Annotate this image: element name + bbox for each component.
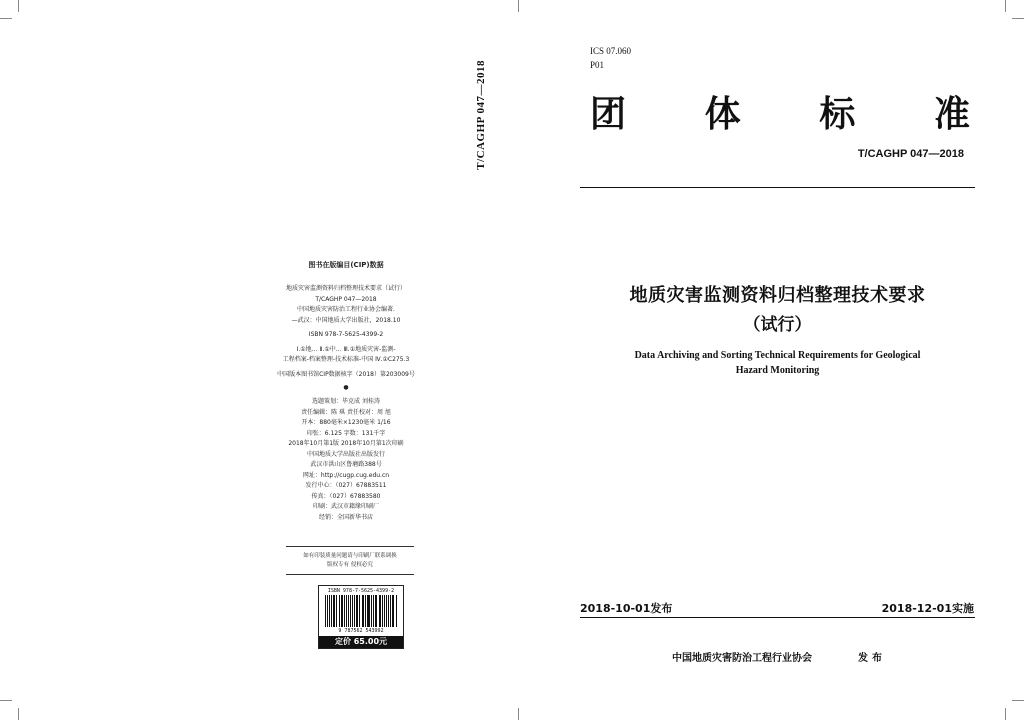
credit-line: 开本：880毫米×1230毫米 1/16 [301,419,391,426]
crop-mark [1012,18,1024,19]
barcode-digits: 9 787562 543992 [338,628,384,634]
credit-line: 武汉市洪山区鲁磨路388号 [310,461,382,468]
english-title [580,348,975,378]
standard-type-title [590,86,970,140]
cip-line: T/CAGHP 047—2018 [315,295,377,303]
credit-line: 印刷：武汉市籍缘印刷厂 [312,503,379,510]
footer-rule [580,617,975,618]
barcode-bar [346,595,347,627]
barcode-bars [325,595,397,627]
crop-mark [18,0,19,12]
publisher-name: 中国地质灾害防治工程行业协会 [672,653,812,664]
credit-line: 2018年10月第1版 2018年10月第1次印刷 [288,440,404,447]
spine-standard-number: T/CAGHP 047—2018 [475,60,487,170]
barcode-bar [352,595,353,627]
issue-date: 2018-10-01发布 [580,602,673,615]
title-char: 标 [819,94,856,135]
separator-bullet: ● [343,384,349,391]
notice-divider [286,546,414,547]
barcode-isbn-text: ISBN 978-7-5625-4399-2 [327,588,395,594]
ics-code: ICS 07.060 [590,46,632,56]
chinese-title: 地质灾害监测资料归档整理技术要求 [629,285,926,306]
barcode-bar [334,595,335,627]
crop-mark [0,18,12,19]
barcode-bar [362,595,363,627]
credit-line: 选题策划：毕克成 刘桂涛 [312,398,380,405]
publish-label: 发布 [858,653,886,664]
notice-block [290,552,410,570]
cip-block [272,260,420,523]
crop-mark [18,708,19,720]
chinese-subtitle: （试行） [743,315,812,335]
cip-record-number: 中国版本图书馆CIP数据核字（2018）第203009号 [277,370,415,378]
implementation-date: 2018-12-01实施 [881,602,974,615]
barcode [318,585,404,649]
notice-line: 如有印装质量问题请与印刷厂联系调换 [303,553,397,559]
barcode-bar [392,595,393,627]
cip-line: 中国地质灾害防治工程行业协会编著. [297,306,395,313]
barcode-bar [368,595,369,627]
price-label: 定价 65.00元 [319,636,403,648]
crop-mark [1005,708,1006,720]
credit-line: 传真：（027）67883580 [311,492,381,500]
header-rule [580,187,975,188]
barcode-bar [339,595,340,627]
barcode-bar [344,595,345,627]
cip-classification: Ⅰ.①地… Ⅱ.①中… Ⅲ.①地质灾害-监测- [296,345,396,353]
title-char: 团 [590,94,627,135]
credit-line: 网址：http://cugp.cug.edu.cn [302,471,390,479]
notice-line: 版权专有 侵权必究 [327,562,373,568]
crop-mark [0,700,12,701]
barcode-bar [386,595,387,627]
cip-line: 地质灾害监测资料归档整理技术要求（试行） [285,285,406,292]
cip-classification: 工程档案-档案整理-技术标准-中国 Ⅳ.①C275.3 [282,356,410,363]
cip-isbn: ISBN 978-7-5625-4399-2 [308,331,384,338]
barcode-bar [329,595,330,627]
english-title-line: Hazard Monitoring [735,365,820,376]
category-code: P01 [590,60,605,70]
notice-divider [286,574,414,575]
crop-mark [1005,0,1006,12]
title-char: 准 [933,94,970,135]
ics-block [590,44,631,72]
english-title-line: Data Archiving and Sorting Technical Requirements for Geological [634,350,921,361]
crop-mark [518,0,519,12]
barcode-bar [357,595,358,627]
cip-title: 图书在版编目(CIP)数据 [308,261,384,269]
crop-mark [1012,700,1024,701]
cip-line: —武汉：中国地质大学出版社，2018.10 [291,316,401,324]
title-char: 体 [704,94,741,135]
barcode-bar [371,595,372,627]
credit-line: 印张：6.125 字数：131千字 [306,429,386,437]
credit-line: 发行中心：（027）67883511 [305,482,387,489]
barcode-bar [382,595,383,627]
barcode-bar [376,595,377,627]
credit-line: 中国地质大学出版社出版发行 [306,450,385,458]
credit-line: 经销：全国新华书店 [318,513,373,521]
credit-line: 责任编辑：陈 琪 责任校对：周 旭 [301,408,391,416]
crop-mark [518,708,519,720]
standard-number: T/CAGHP 047—2018 [857,148,964,160]
